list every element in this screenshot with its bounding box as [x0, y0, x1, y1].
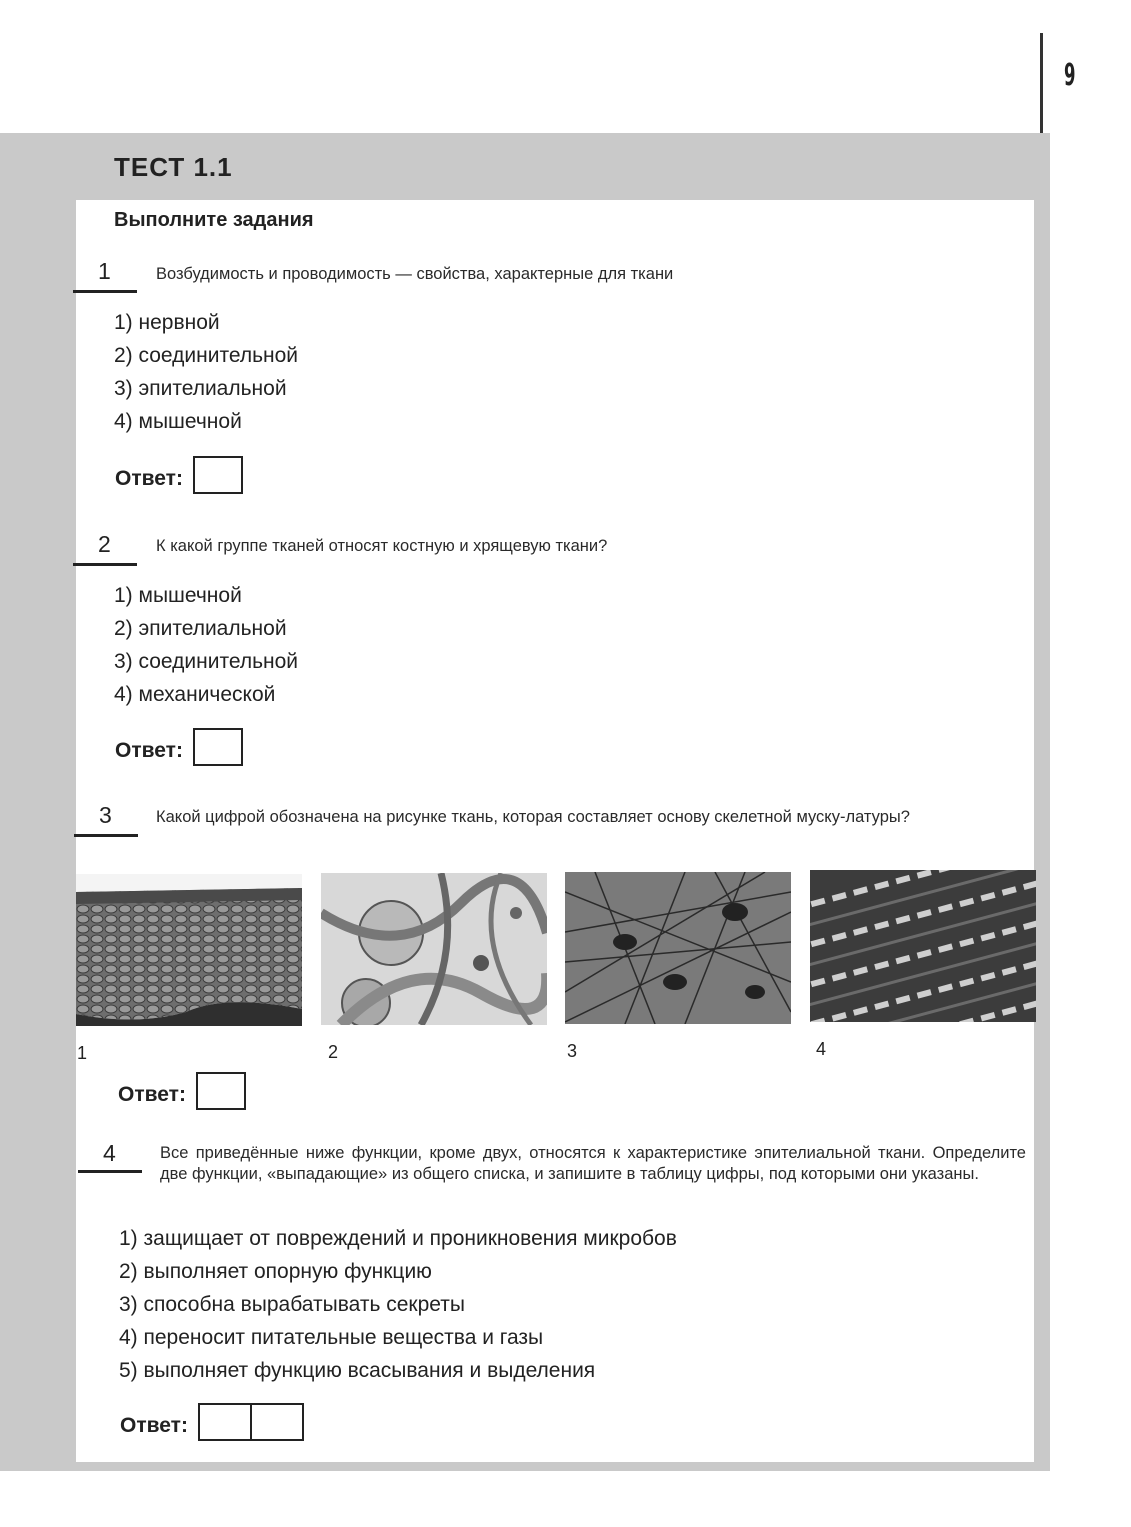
question-3-answer-box[interactable] [196, 1072, 246, 1110]
answer-cell-2[interactable] [250, 1405, 302, 1439]
tissue-image-muscle[interactable] [810, 870, 1036, 1022]
tissue-image-label: 4 [816, 1039, 827, 1059]
tissue-image-nervous[interactable] [565, 872, 791, 1024]
question-2-option[interactable]: 1) мышечной [114, 584, 242, 607]
question-1-option[interactable]: 2) соединительной [114, 344, 299, 367]
question-4-answer-box [198, 1403, 304, 1441]
header-divider [1040, 33, 1043, 135]
question-3-answer [118, 1072, 246, 1110]
question-2-option[interactable]: 2) эпителиальной [114, 617, 287, 640]
test-title: ТЕСТ 1.1 [114, 152, 233, 182]
question-4-options [119, 1222, 677, 1387]
question-4-option[interactable]: 2) выполняет опорную функцию [119, 1260, 432, 1283]
answer-label: Ответ: [115, 467, 183, 490]
tissue-image-epithelial[interactable] [76, 874, 302, 1026]
question-2-option[interactable]: 4) механической [114, 683, 276, 706]
question-4-option[interactable]: 4) переносит питательные вещества и газы [119, 1326, 544, 1349]
tissue-image-label: 2 [328, 1042, 339, 1062]
instructions-heading: Выполните задания [114, 209, 314, 231]
answer-label: Ответ: [118, 1083, 186, 1106]
answer-label: Ответ: [115, 739, 183, 762]
tissue-image-label: 1 [77, 1043, 88, 1063]
question-3-text: Какой цифрой обозначена на рисунке ткань, которая составляет основу скелетной муску-латуры? [156, 808, 910, 826]
question-4-answer [120, 1403, 304, 1441]
question-1-options [114, 306, 298, 438]
question-1-answer-box[interactable] [193, 456, 243, 494]
question-3-rule [74, 834, 138, 837]
question-4-option[interactable]: 3) способна вырабатывать секреты [119, 1293, 465, 1316]
question-1-option[interactable]: 4) мышечной [114, 410, 242, 433]
answer-label: Ответ: [120, 1414, 188, 1437]
tissue-image-connective[interactable] [321, 873, 547, 1025]
question-1-answer [115, 456, 243, 494]
question-2-option[interactable]: 3) соединительной [114, 650, 299, 673]
tissue-image-label: 3 [567, 1041, 578, 1061]
question-2-options [114, 579, 298, 711]
question-2-number: 2 [98, 531, 111, 557]
question-1-option[interactable]: 1) нервной [114, 311, 220, 334]
question-4-rule [78, 1170, 142, 1173]
question-4-text: Все приведённые ниже функции, кроме двух, относятся к характеристике эпителиальной ткани. Определите две функции, «выпадающие» из общего списка, и запишите в таблицу цифры, под которыми они указаны. [160, 1144, 1026, 1183]
question-1-option[interactable]: 3) эпителиальной [114, 377, 287, 400]
question-1-text: Возбудимость и проводимость — свойства, характерные для ткани [156, 265, 674, 283]
question-2-answer-box[interactable] [193, 728, 243, 766]
question-3-number: 3 [99, 802, 112, 828]
question-4-option[interactable]: 5) выполняет функцию всасывания и выделения [119, 1359, 596, 1382]
question-4-option[interactable]: 1) защищает от повреждений и проникновения микробов [119, 1227, 677, 1250]
page-number: 9 [1064, 58, 1076, 93]
question-1-number: 1 [98, 258, 111, 284]
question-2-answer [115, 728, 243, 766]
question-1-rule [73, 290, 137, 293]
question-2-text: К какой группе тканей относят костную и хрящевую ткани? [156, 537, 608, 555]
question-2-rule [73, 563, 137, 566]
question-4-number: 4 [103, 1140, 116, 1166]
answer-cell-1[interactable] [200, 1405, 250, 1439]
